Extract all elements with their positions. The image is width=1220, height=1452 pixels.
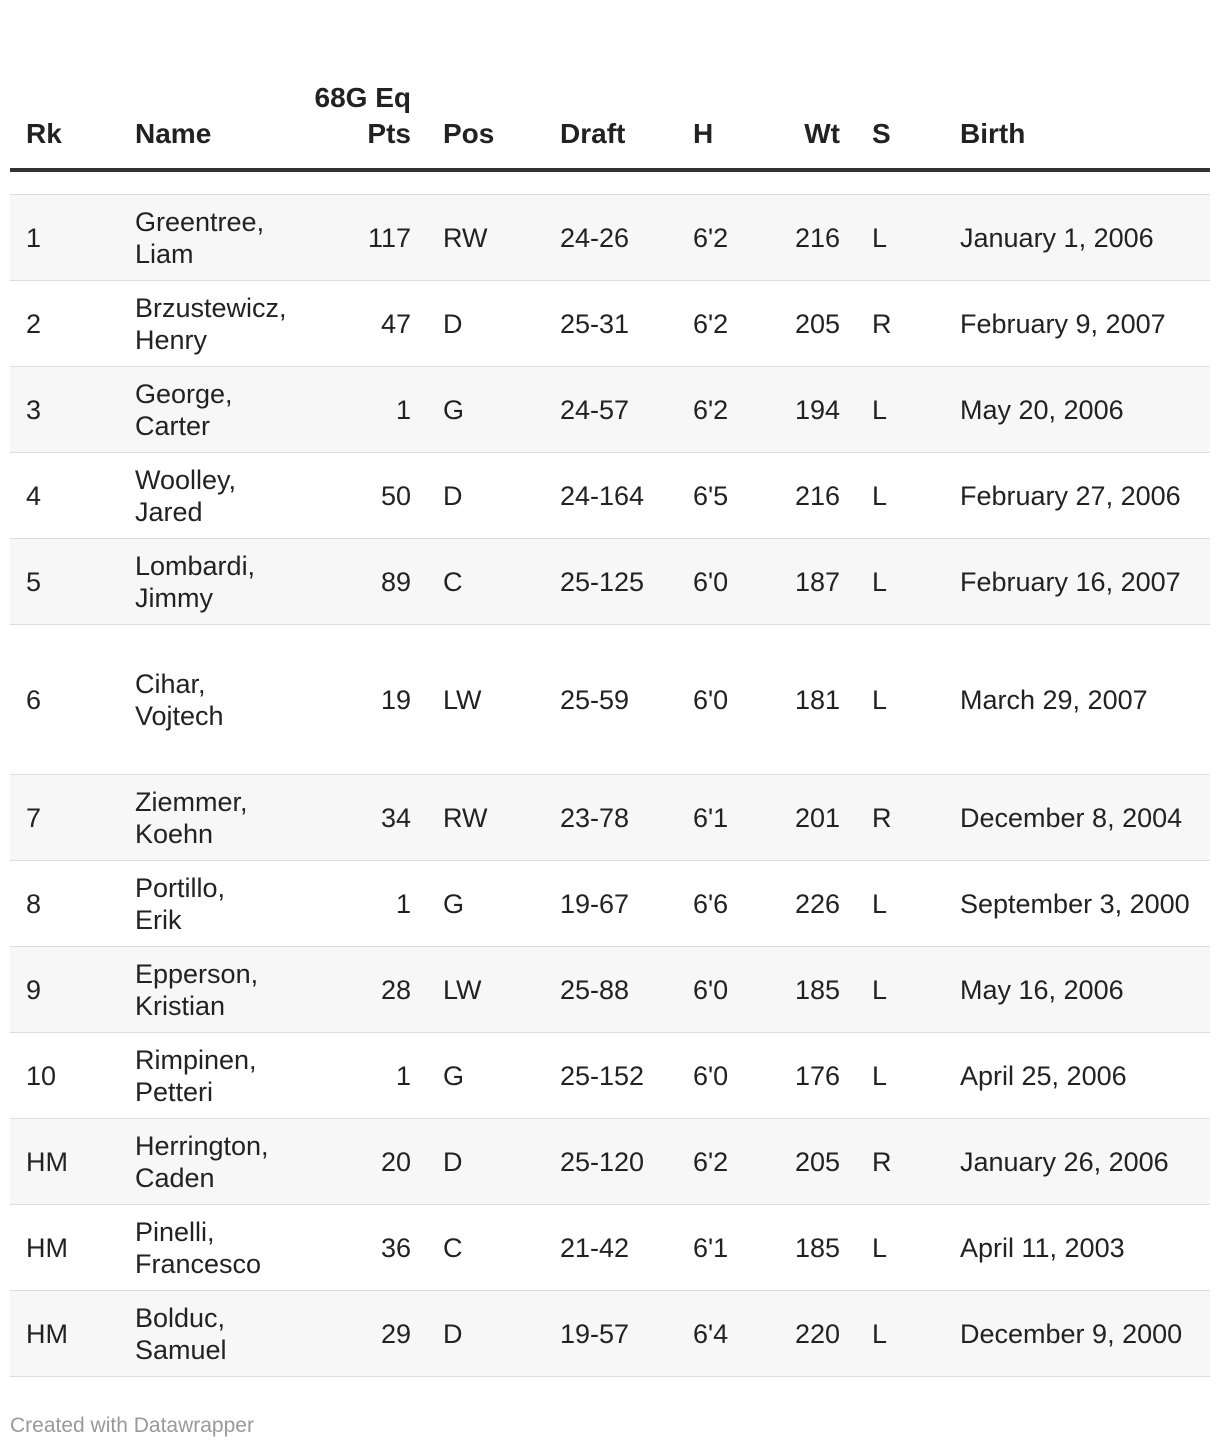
table-row (10, 1119, 1210, 1205)
table-row (10, 367, 1210, 453)
cell-name: Herrington, Caden (119, 1119, 294, 1205)
cell-name: Bolduc, Samuel (119, 1291, 294, 1377)
cell-height: 6'2 (677, 1119, 770, 1205)
table-row (10, 861, 1210, 947)
cell-weight: 216 (770, 453, 856, 539)
cell-rank: HM (10, 1291, 119, 1377)
cell-height: 6'1 (677, 775, 770, 861)
cell-position: G (427, 1033, 544, 1119)
cell-draft: 25-31 (544, 281, 677, 367)
cell-points: 1 (294, 1033, 427, 1119)
cell-rank: 9 (10, 947, 119, 1033)
cell-position: D (427, 453, 544, 539)
table-row (10, 539, 1210, 625)
cell-draft: 19-57 (544, 1291, 677, 1377)
table-row (10, 1291, 1210, 1377)
cell-shoots: L (856, 539, 944, 625)
cell-position: C (427, 1205, 544, 1291)
data-table-container (10, 0, 1210, 1377)
cell-shoots: L (856, 625, 944, 775)
cell-rank: 10 (10, 1033, 119, 1119)
cell-birth: December 9, 2000 (944, 1291, 1210, 1377)
table-row (10, 1033, 1210, 1119)
cell-draft: 25-120 (544, 1119, 677, 1205)
cell-points: 34 (294, 775, 427, 861)
cell-name: George, Carter (119, 367, 294, 453)
cell-name: Cihar, Vojtech (119, 625, 294, 775)
cell-birth: March 29, 2007 (944, 625, 1210, 775)
cell-shoots: R (856, 1119, 944, 1205)
cell-name: Rimpinen, Petteri (119, 1033, 294, 1119)
cell-weight: 216 (770, 195, 856, 281)
cell-height: 6'0 (677, 625, 770, 775)
cell-name: Woolley, Jared (119, 453, 294, 539)
cell-birth: April 25, 2006 (944, 1033, 1210, 1119)
cell-position: G (427, 861, 544, 947)
cell-birth: February 27, 2006 (944, 453, 1210, 539)
cell-position: D (427, 1291, 544, 1377)
cell-birth: September 3, 2000 (944, 861, 1210, 947)
cell-weight: 176 (770, 1033, 856, 1119)
table-row (10, 281, 1210, 367)
cell-draft: 21-42 (544, 1205, 677, 1291)
cell-points: 29 (294, 1291, 427, 1377)
prospect-rankings-table (10, 0, 1210, 1377)
cell-height: 6'0 (677, 947, 770, 1033)
cell-shoots: L (856, 453, 944, 539)
cell-weight: 205 (770, 1119, 856, 1205)
cell-name: Pinelli, Francesco (119, 1205, 294, 1291)
column-header-shoots[interactable]: S (856, 0, 944, 170)
cell-rank: HM (10, 1119, 119, 1205)
cell-points: 28 (294, 947, 427, 1033)
column-header-position[interactable]: Pos (427, 0, 544, 170)
cell-rank: 7 (10, 775, 119, 861)
cell-draft: 24-26 (544, 195, 677, 281)
table-header-row (10, 0, 1210, 170)
column-header-weight[interactable]: Wt (770, 0, 856, 170)
cell-points: 36 (294, 1205, 427, 1291)
header-spacer-row (10, 170, 1210, 195)
cell-position: RW (427, 775, 544, 861)
table-row (10, 1205, 1210, 1291)
cell-birth: January 1, 2006 (944, 195, 1210, 281)
cell-birth: December 8, 2004 (944, 775, 1210, 861)
cell-shoots: L (856, 367, 944, 453)
cell-rank: 4 (10, 453, 119, 539)
column-header-birth[interactable]: Birth (944, 0, 1210, 170)
cell-draft: 24-57 (544, 367, 677, 453)
table-row (10, 947, 1210, 1033)
cell-weight: 220 (770, 1291, 856, 1377)
cell-points: 89 (294, 539, 427, 625)
column-header-draft[interactable]: Draft (544, 0, 677, 170)
cell-shoots: L (856, 1033, 944, 1119)
cell-shoots: L (856, 1291, 944, 1377)
cell-birth: May 16, 2006 (944, 947, 1210, 1033)
cell-draft: 25-125 (544, 539, 677, 625)
cell-points: 20 (294, 1119, 427, 1205)
cell-rank: 1 (10, 195, 119, 281)
cell-height: 6'1 (677, 1205, 770, 1291)
cell-weight: 226 (770, 861, 856, 947)
cell-birth: April 11, 2003 (944, 1205, 1210, 1291)
cell-position: LW (427, 947, 544, 1033)
cell-points: 117 (294, 195, 427, 281)
cell-points: 50 (294, 453, 427, 539)
cell-points: 47 (294, 281, 427, 367)
column-header-name[interactable]: Name (119, 0, 294, 170)
cell-weight: 181 (770, 625, 856, 775)
table-body (10, 170, 1210, 1377)
cell-position: C (427, 539, 544, 625)
table-row (10, 195, 1210, 281)
cell-shoots: L (856, 947, 944, 1033)
cell-shoots: L (856, 861, 944, 947)
cell-weight: 201 (770, 775, 856, 861)
cell-points: 1 (294, 367, 427, 453)
cell-draft: 24-164 (544, 453, 677, 539)
cell-height: 6'4 (677, 1291, 770, 1377)
cell-birth: January 26, 2006 (944, 1119, 1210, 1205)
cell-position: RW (427, 195, 544, 281)
cell-height: 6'0 (677, 539, 770, 625)
cell-position: D (427, 1119, 544, 1205)
cell-birth: May 20, 2006 (944, 367, 1210, 453)
cell-draft: 25-88 (544, 947, 677, 1033)
cell-name: Lombardi, Jimmy (119, 539, 294, 625)
cell-rank: 6 (10, 625, 119, 775)
cell-rank: 2 (10, 281, 119, 367)
cell-name: Brzustewicz, Henry (119, 281, 294, 367)
cell-shoots: R (856, 775, 944, 861)
cell-height: 6'0 (677, 1033, 770, 1119)
cell-shoots: R (856, 281, 944, 367)
cell-weight: 194 (770, 367, 856, 453)
table-row (10, 775, 1210, 861)
cell-position: D (427, 281, 544, 367)
cell-draft: 25-152 (544, 1033, 677, 1119)
column-header-height[interactable]: H (677, 0, 770, 170)
column-header-points[interactable]: 68G Eq Pts (294, 0, 427, 170)
header-spacer-cell (10, 170, 1210, 195)
cell-rank: HM (10, 1205, 119, 1291)
table-row (10, 625, 1210, 775)
cell-height: 6'6 (677, 861, 770, 947)
datawrapper-credit: Created with Datawrapper (10, 1414, 254, 1437)
cell-rank: 5 (10, 539, 119, 625)
cell-birth: February 9, 2007 (944, 281, 1210, 367)
cell-weight: 185 (770, 947, 856, 1033)
table-row (10, 453, 1210, 539)
cell-points: 19 (294, 625, 427, 775)
cell-shoots: L (856, 195, 944, 281)
cell-weight: 187 (770, 539, 856, 625)
cell-draft: 19-67 (544, 861, 677, 947)
cell-points: 1 (294, 861, 427, 947)
cell-position: LW (427, 625, 544, 775)
cell-height: 6'2 (677, 281, 770, 367)
cell-draft: 23-78 (544, 775, 677, 861)
cell-name: Portillo, Erik (119, 861, 294, 947)
cell-name: Epperson, Kristian (119, 947, 294, 1033)
cell-height: 6'2 (677, 195, 770, 281)
cell-position: G (427, 367, 544, 453)
column-header-rank[interactable]: Rk (10, 0, 119, 170)
cell-height: 6'2 (677, 367, 770, 453)
cell-name: Greentree, Liam (119, 195, 294, 281)
cell-rank: 8 (10, 861, 119, 947)
cell-rank: 3 (10, 367, 119, 453)
cell-weight: 185 (770, 1205, 856, 1291)
cell-draft: 25-59 (544, 625, 677, 775)
cell-shoots: L (856, 1205, 944, 1291)
cell-height: 6'5 (677, 453, 770, 539)
cell-birth: February 16, 2007 (944, 539, 1210, 625)
cell-weight: 205 (770, 281, 856, 367)
cell-name: Ziemmer, Koehn (119, 775, 294, 861)
